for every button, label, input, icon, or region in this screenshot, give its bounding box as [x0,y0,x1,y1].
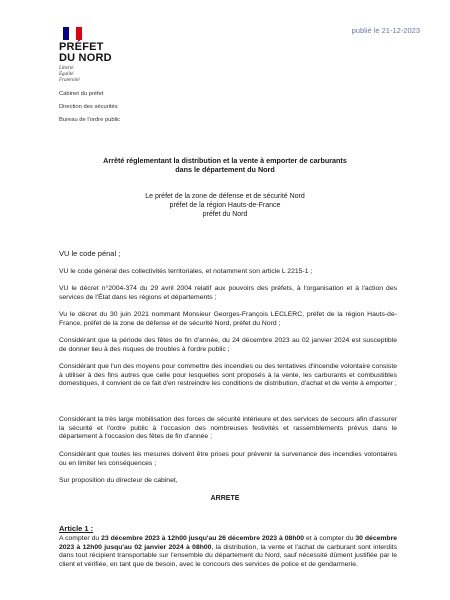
visa-decret-2004: VU le décret n°2004-374 du 29 avril 2004 relatif aux pouvoirs des préfets, à l'organisation et à l'action des services de l'État dans les régions et départements ; [59,285,397,301]
prefet-line-2: préfet de la région Hauts-de-France [169,202,281,209]
prefecture-logo [59,42,112,84]
title-line-1: Arrêté réglementant la distribution et la vente à emporter de carburants [103,156,347,165]
article-1-period-2: 30 décembre 2023 à 12h00 jusqu'au 02 janvier 2024 à 08h00 [59,535,398,551]
arrete-heading: ARRETE [210,495,240,502]
article-1-text-b: et à compter du [304,535,356,542]
service-cabinet: Cabinet du préfet [59,91,104,97]
logo-name-line1: PRÉFET [59,41,104,53]
considerant-incendies: Considérant que l'un des moyens pour commettre des incendies ou des tentatives d'incendie volontaire consiste à utiliser à des fins autres que celle pour lesquelles sont proposés à la vente, les carburants et combustibles domestiques, il convient de ce fait d'en restreindre les conditions de distribution, d'achat et de vente à emporter ; [59,363,397,388]
motto-fraternite: Fraternité [59,78,80,83]
article-1-period-1: 23 décembre 2023 à 12h00 jusqu'au 26 décembre 2023 à 08h00 [101,535,305,542]
prefet-line-3: préfet du Nord [202,211,248,218]
title-line-2: dans le département du Nord [175,165,275,174]
publication-date: publié le 21-12-2023 [351,26,420,35]
visa-cgct: VU le code général des collectivités territoriales, et notamment son article L 2215-1 ; [59,268,313,275]
considerant-fetes: Considérant que la période des fêtes de fin d'année, du 24 décembre 2023 au 02 janvier 2024 est susceptible de donner lieu à des risques de troubles à l'ordre public ; [59,337,397,353]
article-1-heading: Article 1 : [59,524,94,533]
visa-code-penal: VU le code pénal ; [59,249,121,258]
service-bureau: Bureau de l'ordre public [59,117,121,123]
logo-motto [59,66,112,84]
visa-decret-2021: Vu le décret du 30 juin 2021 nommant Monsieur Georges-François LECLERC, préfet de la région Hauts-de-France, préfet de la zone de défense et de sécurité Nord, préfet du Nord ; [59,311,397,327]
article-1-body [59,535,397,569]
considerant-mesures: Considérant que toutes les mesures doivent être prises pour prévenir la survenance des incendies volontaires ou en limiter les conséquences ; [59,451,397,467]
marianne-flag-icon [63,27,82,40]
motto-liberte: Liberté [59,66,74,71]
considerant-mobilisation: Considérant la très large mobilisation des forces de sécurité intérieure et des services de secours afin d'assurer la sécurité et l'ordre public à l'occasion des nombreuses festivités et rassemblements prévus dans le département à l'occasion des fêtes de fin d'année ; [59,416,397,441]
prefet-block [0,192,450,219]
article-1-text-a: A compter du [59,535,102,542]
document-title [0,156,450,174]
article-1-text-c: , la distribution, la vente et l'achat de carburant sont interdits dans tout récipient transportable sur l'ensemble du département du Nord, sauf nécessité dûment justifiée par le client et vérifiée, en tant que de besoin, avec le concours des services de police et de gendarmerie. [59,543,397,568]
proposition-cabinet: Sur proposition du directeur de cabinet, [59,477,178,484]
logo-name-line2: DU NORD [59,52,112,64]
flag-red-band [76,27,82,40]
service-direction: Direction des sécurités [59,104,118,110]
motto-egalite: Égalité [59,72,74,77]
prefet-line-1: Le préfet de la zone de défense et de sécurité Nord [145,193,305,200]
